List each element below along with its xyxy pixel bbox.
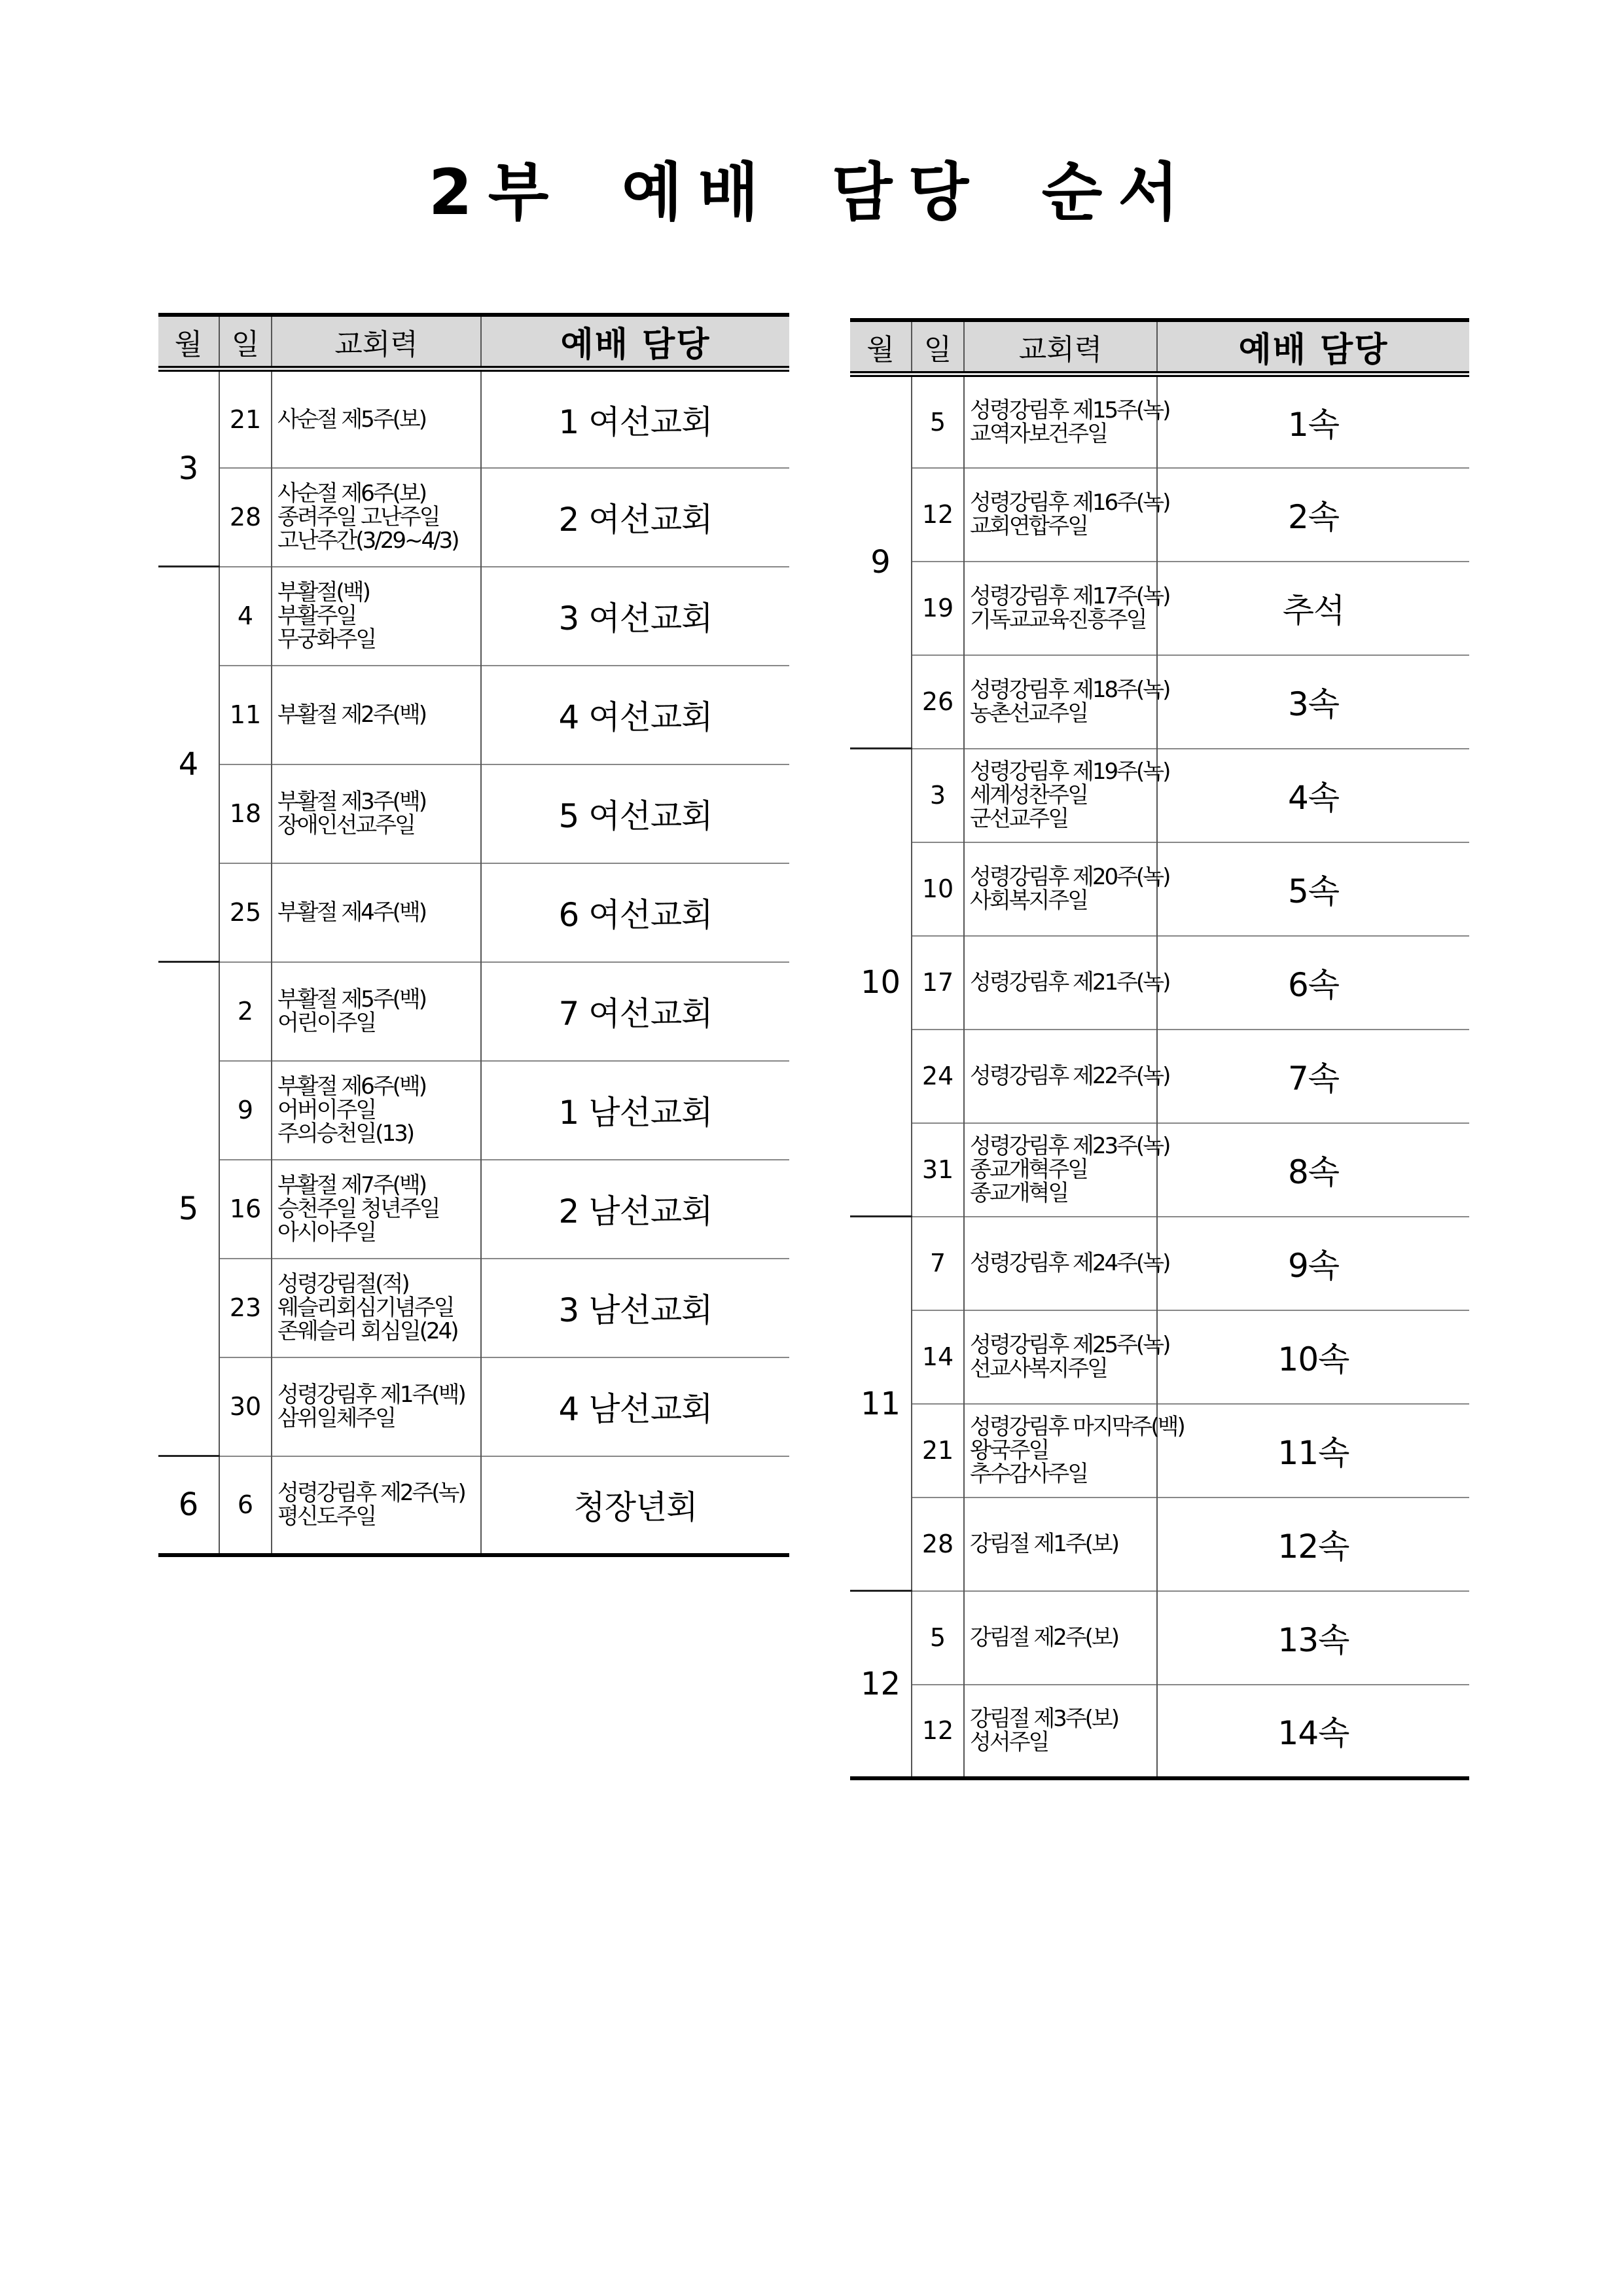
day-cell: 11 (219, 666, 272, 764)
month-cell: 11 (850, 1217, 912, 1591)
duty-cell: 4속 (1157, 749, 1469, 842)
day-cell: 28 (219, 468, 272, 567)
calendar-line: 사회복지주일 (970, 888, 1088, 914)
table-row (850, 655, 1469, 749)
header-worship: 예배 담당 (1157, 320, 1469, 374)
calendar-cell (964, 1217, 1169, 1310)
table-row (158, 1259, 789, 1357)
calendar-cell (964, 1591, 1157, 1685)
calendar-cell (272, 1061, 481, 1160)
calendar-cell (272, 369, 481, 468)
duty-cell: 13속 (1157, 1591, 1469, 1685)
header-calendar: 교회력 (964, 320, 1157, 374)
calendar-line: 세계성찬주일 (970, 782, 1088, 808)
calendar-cell (272, 863, 481, 962)
table-row (850, 1217, 1469, 1310)
calendar-cell (964, 1123, 1169, 1217)
table-row (850, 1498, 1469, 1591)
calendar-cell (964, 749, 1169, 842)
day-cell: 2 (219, 962, 272, 1061)
table-row (158, 1061, 789, 1160)
duty-cell: 8속 (1157, 1123, 1469, 1217)
calendar-line: 종교개혁주일 (970, 1157, 1088, 1183)
header-month: 월 (158, 315, 219, 369)
table-row (850, 374, 1469, 468)
calendar-cell (272, 1456, 481, 1555)
calendar-line: 종려주일 고난주일 (277, 504, 439, 530)
duty-cell: 6속 (1157, 936, 1469, 1030)
day-cell: 23 (219, 1259, 272, 1357)
duty-cell: 2속 (1157, 468, 1469, 562)
calendar-line: 성령강림후 제22주(녹) (970, 1063, 1169, 1089)
calendar-cell (964, 1685, 1157, 1778)
table-row (850, 468, 1469, 562)
header-calendar: 교회력 (272, 315, 481, 369)
calendar-line: 성령강림후 제19주(녹) (970, 759, 1169, 785)
calendar-cell (272, 1160, 481, 1259)
calendar-line: 강림절 제1주(보) (970, 1531, 1118, 1557)
table-row (850, 1685, 1469, 1778)
duty-cell: 10속 (1157, 1310, 1469, 1404)
table-header-row (850, 320, 1469, 374)
calendar-line: 강림절 제2주(보) (970, 1624, 1118, 1651)
calendar-line: 강림절 제3주(보) (970, 1706, 1118, 1732)
day-cell: 10 (912, 842, 964, 936)
calendar-line: 존웨슬리 회심일(24) (277, 1318, 457, 1344)
day-cell: 9 (219, 1061, 272, 1160)
duty-cell: 2 남선교회 (481, 1160, 789, 1259)
calendar-line: 성령강림후 마지막주(백) (970, 1414, 1184, 1440)
calendar-line: 성령강림후 제15주(녹) (970, 397, 1169, 423)
calendar-line: 성서주일 (970, 1729, 1048, 1755)
day-cell: 12 (912, 1685, 964, 1778)
calendar-line: 기독교교육진흥주일 (970, 607, 1146, 633)
duty-cell: 3 여선교회 (481, 567, 789, 666)
calendar-cell (272, 764, 481, 863)
calendar-cell (964, 374, 1169, 468)
calendar-line: 군선교주일 (970, 806, 1068, 832)
duty-cell: 7 여선교회 (481, 962, 789, 1061)
duty-cell: 추석 (1157, 562, 1469, 655)
table-row (158, 863, 789, 962)
calendar-line: 부활절 제4주(백) (277, 899, 426, 925)
schedule-table-right (850, 318, 1469, 1780)
calendar-line: 성령강림후 제17주(녹) (970, 583, 1169, 609)
table-row (158, 1357, 789, 1456)
day-cell: 21 (912, 1404, 964, 1498)
page-title: 2부 예배 담당 순서 (428, 156, 1195, 229)
duty-cell: 6 여선교회 (481, 863, 789, 962)
calendar-line: 종교개혁일 (970, 1180, 1068, 1206)
table-row (850, 1030, 1469, 1123)
calendar-cell (964, 655, 1169, 749)
calendar-line: 교역자보건주일 (970, 420, 1107, 447)
schedule-table-left (158, 313, 789, 1557)
month-cell: 9 (850, 374, 912, 749)
duty-cell: 3 남선교회 (481, 1259, 789, 1357)
duty-cell: 1속 (1157, 374, 1469, 468)
calendar-cell (964, 468, 1169, 562)
day-cell: 4 (219, 567, 272, 666)
day-cell: 26 (912, 655, 964, 749)
calendar-line: 부활주일 (277, 603, 356, 629)
calendar-line: 평신도주일 (277, 1503, 376, 1530)
month-cell: 12 (850, 1591, 912, 1778)
calendar-cell (964, 936, 1169, 1030)
table-row (158, 764, 789, 863)
calendar-line: 부활절 제6주(백) (277, 1073, 426, 1100)
calendar-line: 사순절 제6주(보) (277, 480, 426, 507)
day-cell: 5 (912, 374, 964, 468)
day-cell: 12 (912, 468, 964, 562)
calendar-cell (964, 842, 1169, 936)
calendar-line: 어린이주일 (277, 1010, 376, 1036)
day-cell: 14 (912, 1310, 964, 1404)
duty-cell: 청장년회 (481, 1456, 789, 1555)
table-row (850, 936, 1469, 1030)
calendar-line: 왕국주일 (970, 1437, 1048, 1463)
duty-cell: 5 여선교회 (481, 764, 789, 863)
calendar-cell (964, 1030, 1169, 1123)
table-row (158, 369, 789, 468)
duty-cell: 11속 (1157, 1404, 1469, 1498)
calendar-cell (272, 567, 481, 666)
header-day: 일 (219, 315, 272, 369)
month-cell: 5 (158, 962, 219, 1456)
calendar-line: 삼위일체주일 (277, 1405, 395, 1431)
table-row (158, 962, 789, 1061)
month-cell: 4 (158, 567, 219, 962)
calendar-line: 성령강림후 제21주(녹) (970, 969, 1169, 996)
day-cell: 24 (912, 1030, 964, 1123)
calendar-line: 웨슬리회심기념주일 (277, 1295, 454, 1321)
day-cell: 28 (912, 1498, 964, 1591)
calendar-cell (272, 1357, 481, 1456)
table-row (158, 1456, 789, 1555)
day-cell: 25 (219, 863, 272, 962)
duty-cell: 7속 (1157, 1030, 1469, 1123)
calendar-line: 교회연합주일 (970, 513, 1088, 539)
calendar-line: 어버이주일 (277, 1097, 376, 1123)
duty-cell: 1 여선교회 (481, 369, 789, 468)
calendar-line: 성령강림후 제23주(녹) (970, 1133, 1169, 1159)
table-row (158, 1160, 789, 1259)
calendar-line: 장애인선교주일 (277, 812, 414, 838)
header-month: 월 (850, 320, 912, 374)
month-cell: 10 (850, 749, 912, 1217)
calendar-cell (272, 666, 481, 764)
month-cell: 3 (158, 369, 219, 567)
day-cell: 6 (219, 1456, 272, 1555)
table-row (850, 1123, 1469, 1217)
header-day: 일 (912, 320, 964, 374)
calendar-cell (272, 1259, 481, 1357)
calendar-cell (964, 562, 1169, 655)
calendar-line: 무궁화주일 (277, 626, 376, 653)
table-row (158, 666, 789, 764)
duty-cell: 4 남선교회 (481, 1357, 789, 1456)
duty-cell: 2 여선교회 (481, 468, 789, 567)
calendar-line: 성령강림후 제24주(녹) (970, 1250, 1169, 1276)
month-cell: 6 (158, 1456, 219, 1555)
calendar-line: 성령강림후 제18주(녹) (970, 677, 1169, 703)
duty-cell: 5속 (1157, 842, 1469, 936)
calendar-cell (272, 468, 481, 567)
table-header-row (158, 315, 789, 369)
day-cell: 5 (912, 1591, 964, 1685)
table-row (850, 749, 1469, 842)
calendar-line: 성령강림후 제16주(녹) (970, 490, 1169, 516)
day-cell: 18 (219, 764, 272, 863)
calendar-line: 농촌선교주일 (970, 700, 1088, 726)
day-cell: 7 (912, 1217, 964, 1310)
calendar-line: 선교사복지주일 (970, 1355, 1107, 1382)
calendar-line: 사순절 제5주(보) (277, 406, 426, 433)
duty-cell: 3속 (1157, 655, 1469, 749)
day-cell: 30 (219, 1357, 272, 1456)
calendar-line: 성령강림후 제20주(녹) (970, 864, 1169, 890)
duty-cell: 9속 (1157, 1217, 1469, 1310)
calendar-line: 부활절 제3주(백) (277, 789, 426, 815)
header-worship: 예배 담당 (481, 315, 789, 369)
table-row (850, 842, 1469, 936)
calendar-line: 부활절(백) (277, 579, 369, 605)
duty-cell: 14속 (1157, 1685, 1469, 1778)
calendar-line: 부활절 제2주(백) (277, 702, 426, 728)
table-row (158, 567, 789, 666)
day-cell: 19 (912, 562, 964, 655)
day-cell: 31 (912, 1123, 964, 1217)
calendar-line: 성령강림절(적) (277, 1271, 408, 1297)
calendar-line: 고난주간(3/29~4/3) (277, 528, 458, 554)
duty-cell: 1 남선교회 (481, 1061, 789, 1160)
calendar-line: 성령강림후 제2주(녹) (277, 1480, 465, 1506)
day-cell: 17 (912, 936, 964, 1030)
calendar-line: 성령강림후 제1주(백) (277, 1382, 465, 1408)
calendar-cell (964, 1498, 1157, 1591)
day-cell: 3 (912, 749, 964, 842)
calendar-line: 부활절 제7주(백) (277, 1172, 426, 1198)
calendar-line: 주의승천일(13) (277, 1121, 414, 1147)
table-row (850, 1591, 1469, 1685)
table-row (850, 1404, 1469, 1498)
calendar-cell (964, 1310, 1169, 1404)
table-row (158, 468, 789, 567)
table-row (850, 1310, 1469, 1404)
calendar-line: 성령강림후 제25주(녹) (970, 1332, 1169, 1358)
calendar-line: 추수감사주일 (970, 1461, 1088, 1487)
calendar-line: 승천주일 청년주일 (277, 1196, 439, 1222)
day-cell: 21 (219, 369, 272, 468)
calendar-line: 아시아주일 (277, 1219, 376, 1246)
table-row (850, 562, 1469, 655)
duty-cell: 4 여선교회 (481, 666, 789, 764)
calendar-cell (272, 962, 481, 1061)
calendar-cell (964, 1404, 1184, 1498)
day-cell: 16 (219, 1160, 272, 1259)
calendar-line: 부활절 제5주(백) (277, 986, 426, 1013)
duty-cell: 12속 (1157, 1498, 1469, 1591)
